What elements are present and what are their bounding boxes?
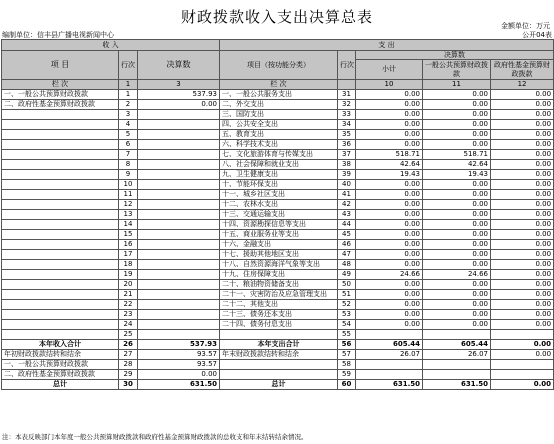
- subtotal-cell: 0.00: [356, 190, 423, 200]
- income-item-cell: [2, 300, 119, 310]
- subtotal-header: 小计: [356, 60, 423, 80]
- expense-rowno-cell: 44: [338, 220, 356, 230]
- subtotal-cell: 0.00: [356, 220, 423, 230]
- subtotal-cell: 0.00: [356, 300, 423, 310]
- table-row: [2, 350, 554, 360]
- expense-item-cell: 六、科学技术支出: [220, 140, 338, 150]
- col1-label: 1: [119, 80, 138, 90]
- income-amount-cell: 0.00: [138, 100, 220, 110]
- report-title: 财政拨款收入支出决算总表: [180, 8, 373, 26]
- table-row: [2, 100, 554, 110]
- income-rowno-cell: 13: [119, 210, 138, 220]
- subtotal-cell: 605.44: [356, 340, 423, 350]
- expense-item-header: 项目（按功能分类）: [220, 51, 338, 80]
- col10-label: 10: [356, 80, 423, 90]
- gov-fund-cell: 0.00: [491, 120, 554, 130]
- expense-item-cell: 四、公共安全支出: [220, 120, 338, 130]
- final-amount-group-header: 决算数: [356, 51, 554, 60]
- subtotal-cell: [356, 330, 423, 340]
- income-amount-cell: 0.00: [138, 370, 220, 380]
- expense-rowno-header: 行次: [338, 51, 356, 80]
- expense-header: 支 出: [220, 40, 554, 51]
- income-rowno-cell: 1: [119, 90, 138, 100]
- general-budget-cell: 0.00: [423, 280, 491, 290]
- general-budget-cell: 605.44: [423, 340, 491, 350]
- expense-item-cell: 八、社会保障和就业支出: [220, 160, 338, 170]
- expense-rowno-cell: 46: [338, 240, 356, 250]
- income-rowno-cell: 7: [119, 150, 138, 160]
- general-budget-cell: 26.07: [423, 350, 491, 360]
- general-budget-cell: [423, 330, 491, 340]
- table-row: [2, 250, 554, 260]
- income-item-cell: 年初财政拨款结转和结余: [2, 350, 119, 360]
- income-rowno-cell: 21: [119, 290, 138, 300]
- expense-item-cell: 总计: [220, 380, 338, 390]
- subtotal-cell: 0.00: [356, 250, 423, 260]
- expense-rowno-cell: 48: [338, 260, 356, 270]
- gov-fund-cell: [491, 330, 554, 340]
- income-header: 收 入: [2, 40, 220, 51]
- general-budget-cell: 0.00: [423, 210, 491, 220]
- expense-rowno-cell: 45: [338, 230, 356, 240]
- form-number: 公开04表: [522, 31, 552, 39]
- subtotal-cell: 24.66: [356, 270, 423, 280]
- expense-rowno-cell: 32: [338, 100, 356, 110]
- table-row: [2, 200, 554, 210]
- income-item-cell: [2, 120, 119, 130]
- gov-fund-cell: 0.00: [491, 380, 554, 390]
- gov-fund-cell: [491, 360, 554, 370]
- expense-rowno-cell: 53: [338, 310, 356, 320]
- income-item-cell: [2, 320, 119, 330]
- income-rowno-cell: 6: [119, 140, 138, 150]
- expense-rowno-cell: 56: [338, 340, 356, 350]
- table-row: [2, 150, 554, 160]
- income-rowno-cell: 15: [119, 230, 138, 240]
- income-amount-cell: [138, 260, 220, 270]
- expense-rowno-cell: 33: [338, 110, 356, 120]
- income-rowno-cell: 26: [119, 340, 138, 350]
- table-row: [2, 310, 554, 320]
- income-rowno-cell: 19: [119, 270, 138, 280]
- expense-item-cell: 十四、资源勘探信息等支出: [220, 220, 338, 230]
- income-amount-cell: [138, 140, 220, 150]
- subtotal-cell: 19.43: [356, 170, 423, 180]
- income-item-cell: [2, 170, 119, 180]
- income-amount-cell: [138, 320, 220, 330]
- subtotal-cell: 0.00: [356, 140, 423, 150]
- general-budget-cell: 0.00: [423, 110, 491, 120]
- org-label: 编制单位：信丰县广播电视新闻中心: [2, 31, 114, 39]
- expense-rowno-cell: 39: [338, 170, 356, 180]
- income-item-header: 项 目: [2, 51, 119, 80]
- table-row: [2, 210, 554, 220]
- income-item-cell: [2, 220, 119, 230]
- lanci-label: 栏 次: [2, 80, 119, 90]
- table-row: [2, 90, 554, 100]
- table-row: [2, 230, 554, 240]
- general-budget-cell: 0.00: [423, 300, 491, 310]
- expense-item-cell: 二十二、其他支出: [220, 300, 338, 310]
- expense-item-cell: 十五、商业服务业等支出: [220, 230, 338, 240]
- gov-fund-cell: 0.00: [491, 180, 554, 190]
- income-item-cell: [2, 290, 119, 300]
- table-row: [2, 130, 554, 140]
- expense-rowno-cell: 50: [338, 280, 356, 290]
- income-rowno-cell: 22: [119, 300, 138, 310]
- income-amount-cell: [138, 160, 220, 170]
- income-amount-cell: 93.57: [138, 350, 220, 360]
- expense-item-cell: [220, 370, 338, 380]
- income-item-cell: 一、一般公共预算财政拨款: [2, 360, 119, 370]
- subtotal-cell: 0.00: [356, 260, 423, 270]
- income-rowno-cell: 25: [119, 330, 138, 340]
- income-amount-cell: [138, 330, 220, 340]
- gov-fund-cell: 0.00: [491, 150, 554, 160]
- footnote: 注：本表反映部门本年度一般公共预算财政拨款和政府性基金预算财政拨款的总收支和年末结转结余情况。: [2, 433, 308, 441]
- subtotal-cell: 42.64: [356, 160, 423, 170]
- expense-rowno-cell: 59: [338, 370, 356, 380]
- income-item-cell: 二、政府性基金预算财政拨款: [2, 370, 119, 380]
- income-item-cell: 总计: [2, 380, 119, 390]
- income-item-cell: 本年收入合计: [2, 340, 119, 350]
- table-row: [2, 170, 554, 180]
- expense-rowno-cell: 49: [338, 270, 356, 280]
- expense-item-cell: 十一、城乡社区支出: [220, 190, 338, 200]
- expense-item-cell: 七、文化旅游体育与传媒支出: [220, 150, 338, 160]
- income-item-cell: [2, 130, 119, 140]
- expense-item-cell: 二十一、灾害防治及应急管理支出: [220, 290, 338, 300]
- expense-rowno-cell: 40: [338, 180, 356, 190]
- general-budget-cell: 0.00: [423, 130, 491, 140]
- table-row: [2, 240, 554, 250]
- income-item-cell: [2, 140, 119, 150]
- table-row: [2, 320, 554, 330]
- income-item-cell: [2, 190, 119, 200]
- table-row: [2, 160, 554, 170]
- gov-fund-cell: [491, 370, 554, 380]
- table-row: [2, 380, 554, 390]
- income-item-cell: 二、政府性基金预算财政拨款: [2, 100, 119, 110]
- income-item-cell: [2, 250, 119, 260]
- gov-fund-cell: 0.00: [491, 350, 554, 360]
- income-amount-cell: [138, 270, 220, 280]
- table-row: [2, 300, 554, 310]
- income-amount-cell: [138, 120, 220, 130]
- expense-item-cell: 十九、住房保障支出: [220, 270, 338, 280]
- gov-fund-cell: 0.00: [491, 230, 554, 240]
- expense-rowno-cell: 38: [338, 160, 356, 170]
- subtotal-cell: 0.00: [356, 240, 423, 250]
- gov-fund-cell: 0.00: [491, 280, 554, 290]
- expense-item-cell: 二十三、债务还本支出: [220, 310, 338, 320]
- table-row: [2, 280, 554, 290]
- subtotal-cell: 0.00: [356, 310, 423, 320]
- general-budget-cell: 0.00: [423, 140, 491, 150]
- general-budget-cell: 0.00: [423, 290, 491, 300]
- general-budget-cell: 0.00: [423, 120, 491, 130]
- income-rowno-cell: 23: [119, 310, 138, 320]
- general-budget-cell: 0.00: [423, 180, 491, 190]
- income-rowno-cell: 8: [119, 160, 138, 170]
- subtotal-cell: [356, 360, 423, 370]
- general-budget-cell: 24.66: [423, 270, 491, 280]
- general-budget-cell: 42.64: [423, 160, 491, 170]
- income-amount-cell: [138, 220, 220, 230]
- table-row: [2, 360, 554, 370]
- income-item-cell: [2, 150, 119, 160]
- income-amount-cell: [138, 240, 220, 250]
- general-budget-cell: 0.00: [423, 250, 491, 260]
- general-budget-cell: [423, 370, 491, 380]
- income-amount-cell: [138, 110, 220, 120]
- subtotal-cell: 0.00: [356, 130, 423, 140]
- expense-rowno-cell: 43: [338, 210, 356, 220]
- gov-fund-cell: 0.00: [491, 250, 554, 260]
- expense-rowno-cell: 42: [338, 200, 356, 210]
- gov-fund-cell: 0.00: [491, 310, 554, 320]
- table-row: [2, 290, 554, 300]
- income-rowno-cell: 18: [119, 260, 138, 270]
- general-budget-cell: 0.00: [423, 90, 491, 100]
- income-amount-cell: [138, 180, 220, 190]
- general-budget-header: 一般公共预算财政拨款: [423, 60, 491, 80]
- income-rowno-header: 行次: [119, 51, 138, 80]
- expense-rowno-cell: 51: [338, 290, 356, 300]
- income-rowno-cell: 24: [119, 320, 138, 330]
- table-row: [2, 110, 554, 120]
- income-item-cell: [2, 110, 119, 120]
- income-amount-cell: [138, 310, 220, 320]
- expense-rowno-cell: 36: [338, 140, 356, 150]
- subtotal-cell: 0.00: [356, 120, 423, 130]
- income-amount-cell: [138, 300, 220, 310]
- expense-rowno-cell: 37: [338, 150, 356, 160]
- expense-item-cell: [220, 330, 338, 340]
- general-budget-cell: [423, 360, 491, 370]
- expense-item-cell: 十七、援助其他地区支出: [220, 250, 338, 260]
- subtotal-cell: 0.00: [356, 180, 423, 190]
- income-amount-cell: [138, 250, 220, 260]
- expense-rowno-cell: 47: [338, 250, 356, 260]
- expense-item-cell: 九、卫生健康支出: [220, 170, 338, 180]
- expense-item-cell: 三、国防支出: [220, 110, 338, 120]
- table-row: [2, 120, 554, 130]
- income-rowno-cell: 5: [119, 130, 138, 140]
- subtotal-cell: 0.00: [356, 110, 423, 120]
- finance-table: [1, 39, 554, 390]
- expense-rowno-cell: 58: [338, 360, 356, 370]
- income-rowno-cell: 4: [119, 120, 138, 130]
- table-row: [2, 370, 554, 380]
- expense-item-cell: 本年支出合计: [220, 340, 338, 350]
- gov-fund-cell: 0.00: [491, 200, 554, 210]
- subtotal-cell: 0.00: [356, 320, 423, 330]
- gov-fund-cell: 0.00: [491, 110, 554, 120]
- gov-fund-cell: 0.00: [491, 210, 554, 220]
- table-row: [2, 330, 554, 340]
- gov-fund-cell: 0.00: [491, 300, 554, 310]
- income-amount-cell: 631.50: [138, 380, 220, 390]
- expense-rowno-cell: 55: [338, 330, 356, 340]
- income-item-cell: [2, 270, 119, 280]
- expense-item-cell: 十、节能环保支出: [220, 180, 338, 190]
- income-amount-cell: [138, 230, 220, 240]
- subtotal-cell: 0.00: [356, 210, 423, 220]
- subtotal-cell: [356, 370, 423, 380]
- gov-fund-cell: 0.00: [491, 100, 554, 110]
- expense-rowno-cell: 52: [338, 300, 356, 310]
- expense-rowno-cell: 41: [338, 190, 356, 200]
- income-item-cell: [2, 310, 119, 320]
- income-amount-cell: [138, 200, 220, 210]
- general-budget-cell: 0.00: [423, 200, 491, 210]
- gov-fund-cell: 0.00: [491, 320, 554, 330]
- income-item-cell: [2, 180, 119, 190]
- general-budget-cell: 631.50: [423, 380, 491, 390]
- expense-item-cell: 十六、金融支出: [220, 240, 338, 250]
- gov-fund-cell: 0.00: [491, 340, 554, 350]
- expense-item-cell: 二、外交支出: [220, 100, 338, 110]
- gov-fund-cell: 0.00: [491, 170, 554, 180]
- col12-label: 12: [491, 80, 554, 90]
- income-amount-cell: [138, 190, 220, 200]
- expense-rowno-cell: 35: [338, 130, 356, 140]
- general-budget-cell: 0.00: [423, 220, 491, 230]
- income-rowno-cell: 27: [119, 350, 138, 360]
- income-item-cell: [2, 240, 119, 250]
- income-item-cell: [2, 230, 119, 240]
- income-item-cell: [2, 330, 119, 340]
- subtotal-cell: 0.00: [356, 100, 423, 110]
- expense-item-cell: 一、一般公共服务支出: [220, 90, 338, 100]
- subtotal-cell: 631.50: [356, 380, 423, 390]
- gov-fund-cell: 0.00: [491, 190, 554, 200]
- income-rowno-cell: 28: [119, 360, 138, 370]
- expense-item-cell: 二十、粮油物资储备支出: [220, 280, 338, 290]
- gov-fund-cell: 0.00: [491, 270, 554, 280]
- income-rowno-cell: 29: [119, 370, 138, 380]
- expense-item-cell: 五、教育支出: [220, 130, 338, 140]
- income-rowno-cell: 17: [119, 250, 138, 260]
- table-row: [2, 270, 554, 280]
- expense-item-cell: [220, 360, 338, 370]
- income-rowno-cell: 12: [119, 200, 138, 210]
- income-item-cell: [2, 260, 119, 270]
- gov-fund-cell: 0.00: [491, 220, 554, 230]
- general-budget-cell: 0.00: [423, 320, 491, 330]
- income-item-cell: [2, 280, 119, 290]
- general-budget-cell: 0.00: [423, 260, 491, 270]
- subtotal-cell: 518.71: [356, 150, 423, 160]
- gov-fund-header: 政府性基金预算财政拨款: [491, 60, 554, 80]
- general-budget-cell: 0.00: [423, 190, 491, 200]
- subtotal-cell: 0.00: [356, 200, 423, 210]
- general-budget-cell: 0.00: [423, 100, 491, 110]
- table-row: [2, 260, 554, 270]
- table-row: [2, 220, 554, 230]
- gov-fund-cell: 0.00: [491, 90, 554, 100]
- income-item-cell: [2, 200, 119, 210]
- col11-label: 11: [423, 80, 491, 90]
- table-row: [2, 190, 554, 200]
- lanci-label-right: 栏 次: [220, 80, 338, 90]
- expense-item-cell: 年末财政拨款结转和结余: [220, 350, 338, 360]
- income-amount-cell: [138, 290, 220, 300]
- general-budget-cell: 19.43: [423, 170, 491, 180]
- table-row: [2, 180, 554, 190]
- expense-item-cell: 十八、自然资源海洋气象等支出: [220, 260, 338, 270]
- subtotal-cell: 26.07: [356, 350, 423, 360]
- income-amount-cell: 537.93: [138, 340, 220, 350]
- income-rowno-cell: 9: [119, 170, 138, 180]
- income-amount-cell: 537.93: [138, 90, 220, 100]
- income-rowno-cell: 14: [119, 220, 138, 230]
- expense-rowno-cell: 60: [338, 380, 356, 390]
- income-amount-cell: [138, 280, 220, 290]
- gov-fund-cell: 0.00: [491, 240, 554, 250]
- income-rowno-cell: 11: [119, 190, 138, 200]
- income-rowno-cell: 2: [119, 100, 138, 110]
- income-item-cell: 一、一般公共预算财政拨款: [2, 90, 119, 100]
- general-budget-cell: 0.00: [423, 310, 491, 320]
- income-rowno-cell: 3: [119, 110, 138, 120]
- income-amount-cell: [138, 130, 220, 140]
- income-amount-cell: 93.57: [138, 360, 220, 370]
- table-row: [2, 340, 554, 350]
- income-amount-cell: [138, 170, 220, 180]
- gov-fund-cell: 0.00: [491, 130, 554, 140]
- income-item-cell: [2, 210, 119, 220]
- income-amount-cell: [138, 210, 220, 220]
- income-rowno-cell: 20: [119, 280, 138, 290]
- expense-item-cell: 二十四、债务付息支出: [220, 320, 338, 330]
- expense-rowno-cell: 57: [338, 350, 356, 360]
- expense-item-cell: 十三、交通运输支出: [220, 210, 338, 220]
- general-budget-cell: 518.71: [423, 150, 491, 160]
- income-rowno-cell: 16: [119, 240, 138, 250]
- unit-label: 金额单位：万元: [501, 22, 550, 30]
- income-amount-cell: [138, 150, 220, 160]
- gov-fund-cell: 0.00: [491, 260, 554, 270]
- expense-rowno-cell: 34: [338, 120, 356, 130]
- income-item-cell: [2, 160, 119, 170]
- income-rowno-cell: 30: [119, 380, 138, 390]
- gov-fund-cell: 0.00: [491, 290, 554, 300]
- income-rowno-cell: 10: [119, 180, 138, 190]
- expense-rowno-cell: 54: [338, 320, 356, 330]
- general-budget-cell: 0.00: [423, 240, 491, 250]
- expense-item-cell: 十二、农林水支出: [220, 200, 338, 210]
- subtotal-cell: 0.00: [356, 230, 423, 240]
- subtotal-cell: 0.00: [356, 290, 423, 300]
- table-row: [2, 140, 554, 150]
- col3-label: 3: [138, 80, 220, 90]
- gov-fund-cell: 0.00: [491, 160, 554, 170]
- expense-rowno-cell: 31: [338, 90, 356, 100]
- income-amount-header: 决算数: [138, 51, 220, 80]
- subtotal-cell: 0.00: [356, 280, 423, 290]
- general-budget-cell: 0.00: [423, 230, 491, 240]
- gov-fund-cell: 0.00: [491, 140, 554, 150]
- subtotal-cell: 0.00: [356, 90, 423, 100]
